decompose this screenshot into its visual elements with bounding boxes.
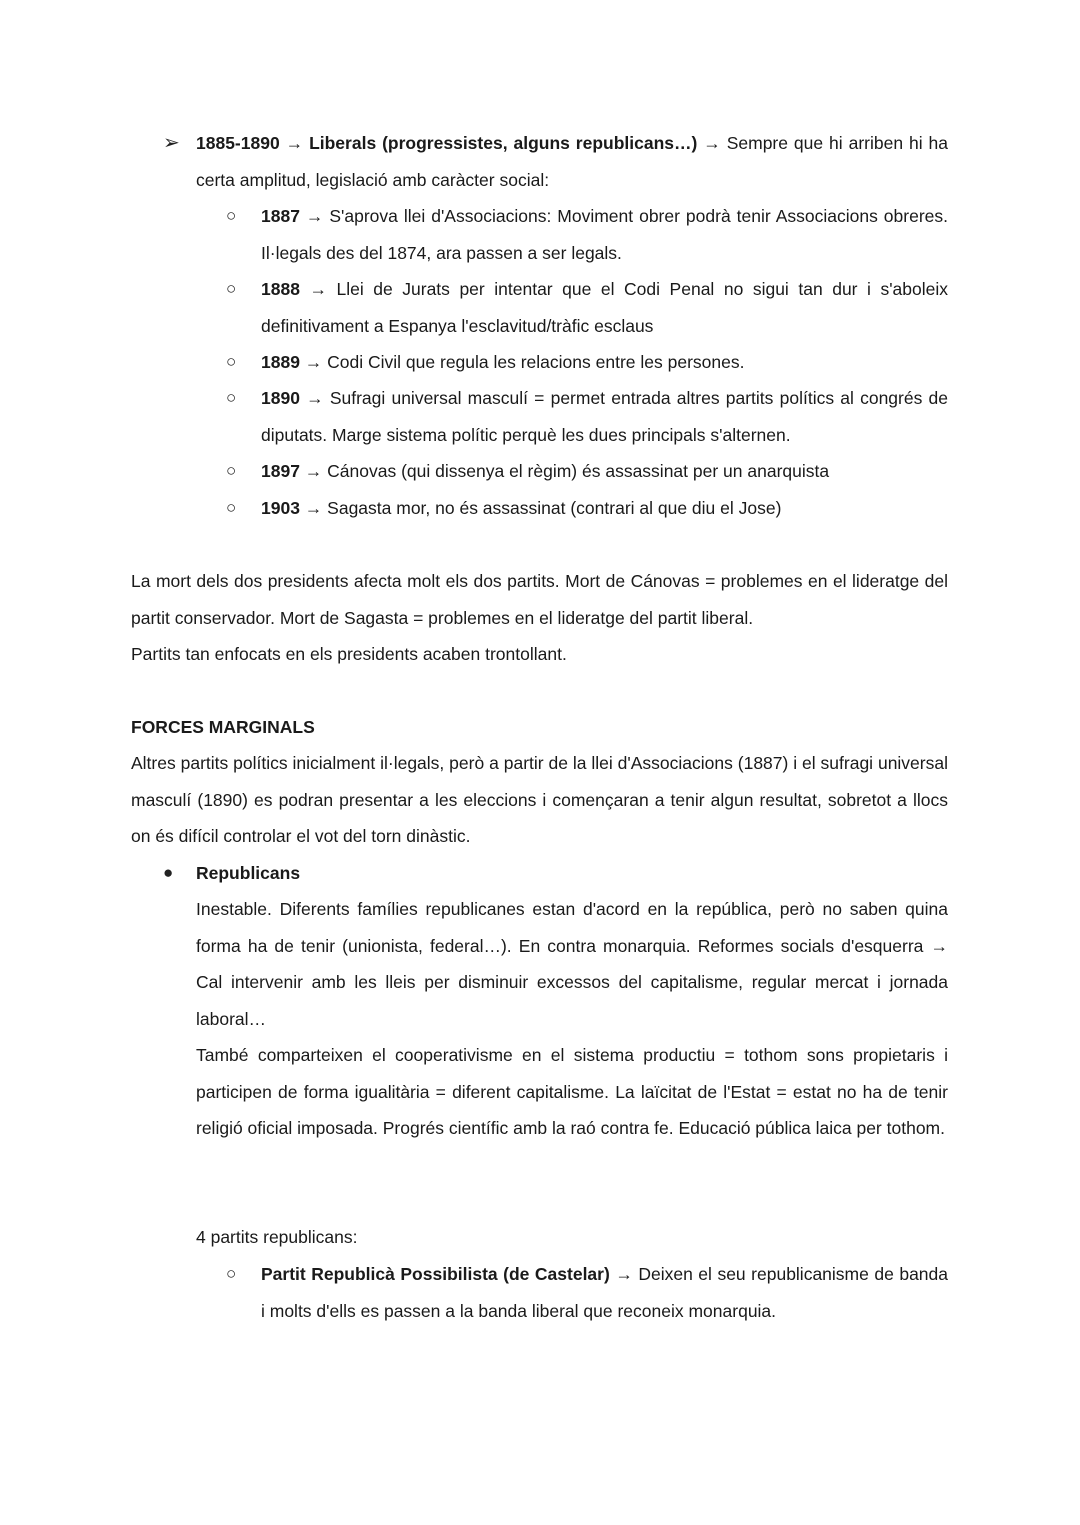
item-text: → Sufragi universal masculí = permet entrada altres partits polítics al congrés de diputats. Marge sistema polític perquè les dues principals s'alternen. [261,388,948,445]
liberals-period-heading [196,125,948,198]
republican-parties-count: 4 partits republicans: [196,1227,358,1247]
arrow-2: → [697,133,727,153]
item-year: 1890 [261,388,300,408]
circle-bullet-icon: ○ [226,352,237,371]
circle-bullet-icon: ○ [226,461,237,480]
item-year: 1887 [261,206,300,226]
item-year: 1897 [261,461,300,481]
circle-bullet-icon: ○ [226,388,237,407]
arrow-1: → [279,133,310,153]
liberals-title: Liberals (progressistes, alguns republicans…) [309,133,698,153]
item-text: → Sagasta mor, no és assassinat (contrari al que diu el Jose) [299,498,782,518]
list-item-1888 [261,271,948,344]
item-text: → Codi Civil que regula les relacions entre les persones. [299,352,745,372]
paragraph-presidents-death: La mort dels dos presidents afecta molt els dos partits. Mort de Cánovas = problemes en el lideratge del partit conservador. Mort de Sagasta = problemes en el lideratge del partit liberal. [131,571,948,628]
forces-marginals-intro: Altres partits polítics inicialment il·legals, però a partir de la llei d'Associacions (1887) i el sufragi universal masculí (1890) es podran presentar a les eleccions i començaran a tenir algun resultat, sobretot a llocs on és difícil controlar el vot del torn dinàstic. [131,753,948,846]
republicans-paragraph-2: També comparteixen el cooperativisme en el sistema productiu = tothom sons propietaris i participen de forma igualitària = diferent capitalisme. La laïcitat de l'Estat = estat no ha de tenir religió oficial imposada. Progrés científic amb la raó contra fe. Educació pública laica per tothom. [196,1045,948,1138]
party-text: → Deixen el seu republicanisme de banda i molts d'ells es passen a la banda liberal que reconeix monarquia. [261,1264,949,1321]
item-year: 1903 [261,498,300,518]
dot-bullet-icon: ● [163,863,174,882]
circle-bullet-icon: ○ [226,206,237,225]
liberals-description: Sempre que hi arriben hi ha certa amplitud, legislació amb caràcter social: [196,133,948,190]
item-text: → Llei de Jurats per intentar que el Codi Penal no sigui tan dur i s'aboleix definitivament a Espanya l'esclavitud/tràfic esclaus [261,279,948,336]
circle-bullet-icon: ○ [226,1264,237,1283]
list-item-1889 [261,344,948,381]
list-item-1903 [261,490,948,527]
arrowhead-bullet-icon: ➢ [163,132,180,154]
item-year: 1889 [261,352,300,372]
republicans-title: Republicans [196,863,301,883]
circle-bullet-icon: ○ [226,498,237,517]
period-years: 1885-1890 [196,133,280,153]
item-year: 1888 [261,279,300,299]
paragraph-parties-wobble: Partits tan enfocats en els presidents acaben trontollant. [131,644,567,664]
item-text: → S'aprova llei d'Associacions: Moviment obrer podrà tenir Associacions obreres. Il·legals des del 1874, ara passen a ser legals. [261,206,948,263]
item-text: → Cánovas (qui dissenya el règim) és assassinat per un anarquista [299,461,830,481]
circle-bullet-icon: ○ [226,279,237,298]
forces-marginals-heading: FORCES MARGINALS [131,717,315,737]
republicans-paragraph-1: Inestable. Diferents famílies republicanes estan d'acord en la república, però no saben quina forma ha de tenir (unionista, federal…). En contra monarquia. Reformes socials d'esquerra → Cal intervenir amb les lleis per disminuir excessos del capitalisme, regular mercat i jornada laboral… [196,899,948,1029]
party-possibilista [261,1256,948,1329]
list-item-1887 [261,198,948,271]
list-item-1890 [261,380,948,453]
list-item-1897 [261,453,948,490]
party-name: Partit Republicà Possibilista (de Castelar) [261,1264,610,1284]
